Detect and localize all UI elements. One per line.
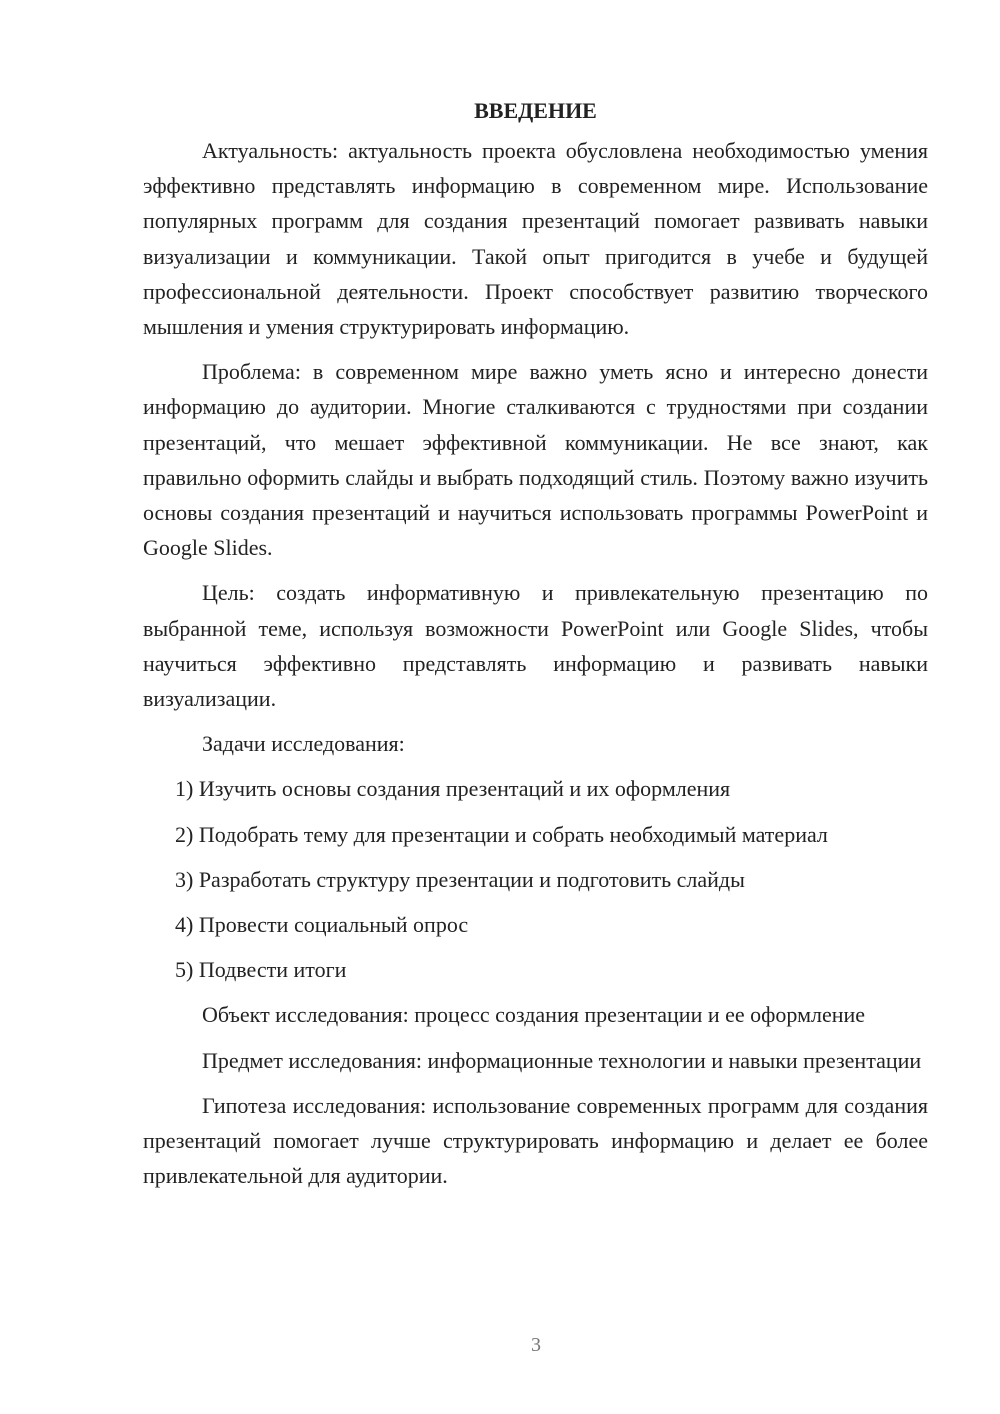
subject-paragraph: Предмет исследования: информационные технологии и навыки презентации [202, 1047, 922, 1073]
problem-paragraph: Проблема: в современном мире важно уметь ясно и интересно донести информацию до аудитории. Многие сталкиваются с трудностями при создании презентаций, что мешает эффективной коммуникации. Не все знают, как правильно оформить слайды и выбрать подходящий стиль. Поэтому важно изучить основы создания презентаций и научиться использовать программы PowerPoint и Google Slides. [143, 359, 928, 561]
task-list [143, 771, 928, 987]
page-title: ВВЕДЕНИЕ [474, 98, 597, 123]
task-item: 5) Подвести итоги [175, 957, 347, 983]
goal-paragraph: Цель: создать информативную и привлекательную презентацию по выбранной теме, используя возможности PowerPoint или Google Slides, чтобы научиться эффективно представлять информацию и развивать навыки визуализации. [143, 580, 928, 712]
hypothesis-paragraph: Гипотеза исследования: использование современных программ для создания презентаций помогает лучше структурировать информацию и делает ее более привлекательной для аудитории. [143, 1092, 928, 1189]
relevance-paragraph: Актуальность: актуальность проекта обусловлена необходимостью умения эффективно представлять информацию в современном мире. Использование популярных программ для создания презентаций помогает развивать навыки визуализации и коммуникации. Такой опыт пригодится в учебе и будущей профессиональной деятельности. Проект способствует развитию творческого мышления и умения структурировать информацию. [143, 138, 928, 340]
task-item: 1) Изучить основы создания презентаций и их оформления [175, 776, 731, 802]
task-item: 4) Провести социальный опрос [175, 912, 469, 938]
task-item: 3) Разработать структуру презентации и подготовить слайды [175, 866, 745, 892]
task-item: 2) Подобрать тему для презентации и собрать необходимый материал [175, 821, 828, 847]
tasks-heading: Задачи исследования: [202, 731, 405, 757]
page-number: 3 [531, 1334, 541, 1356]
document-page [143, 93, 928, 1193]
object-paragraph: Объект исследования: процесс создания презентации и ее оформление [202, 1002, 866, 1028]
